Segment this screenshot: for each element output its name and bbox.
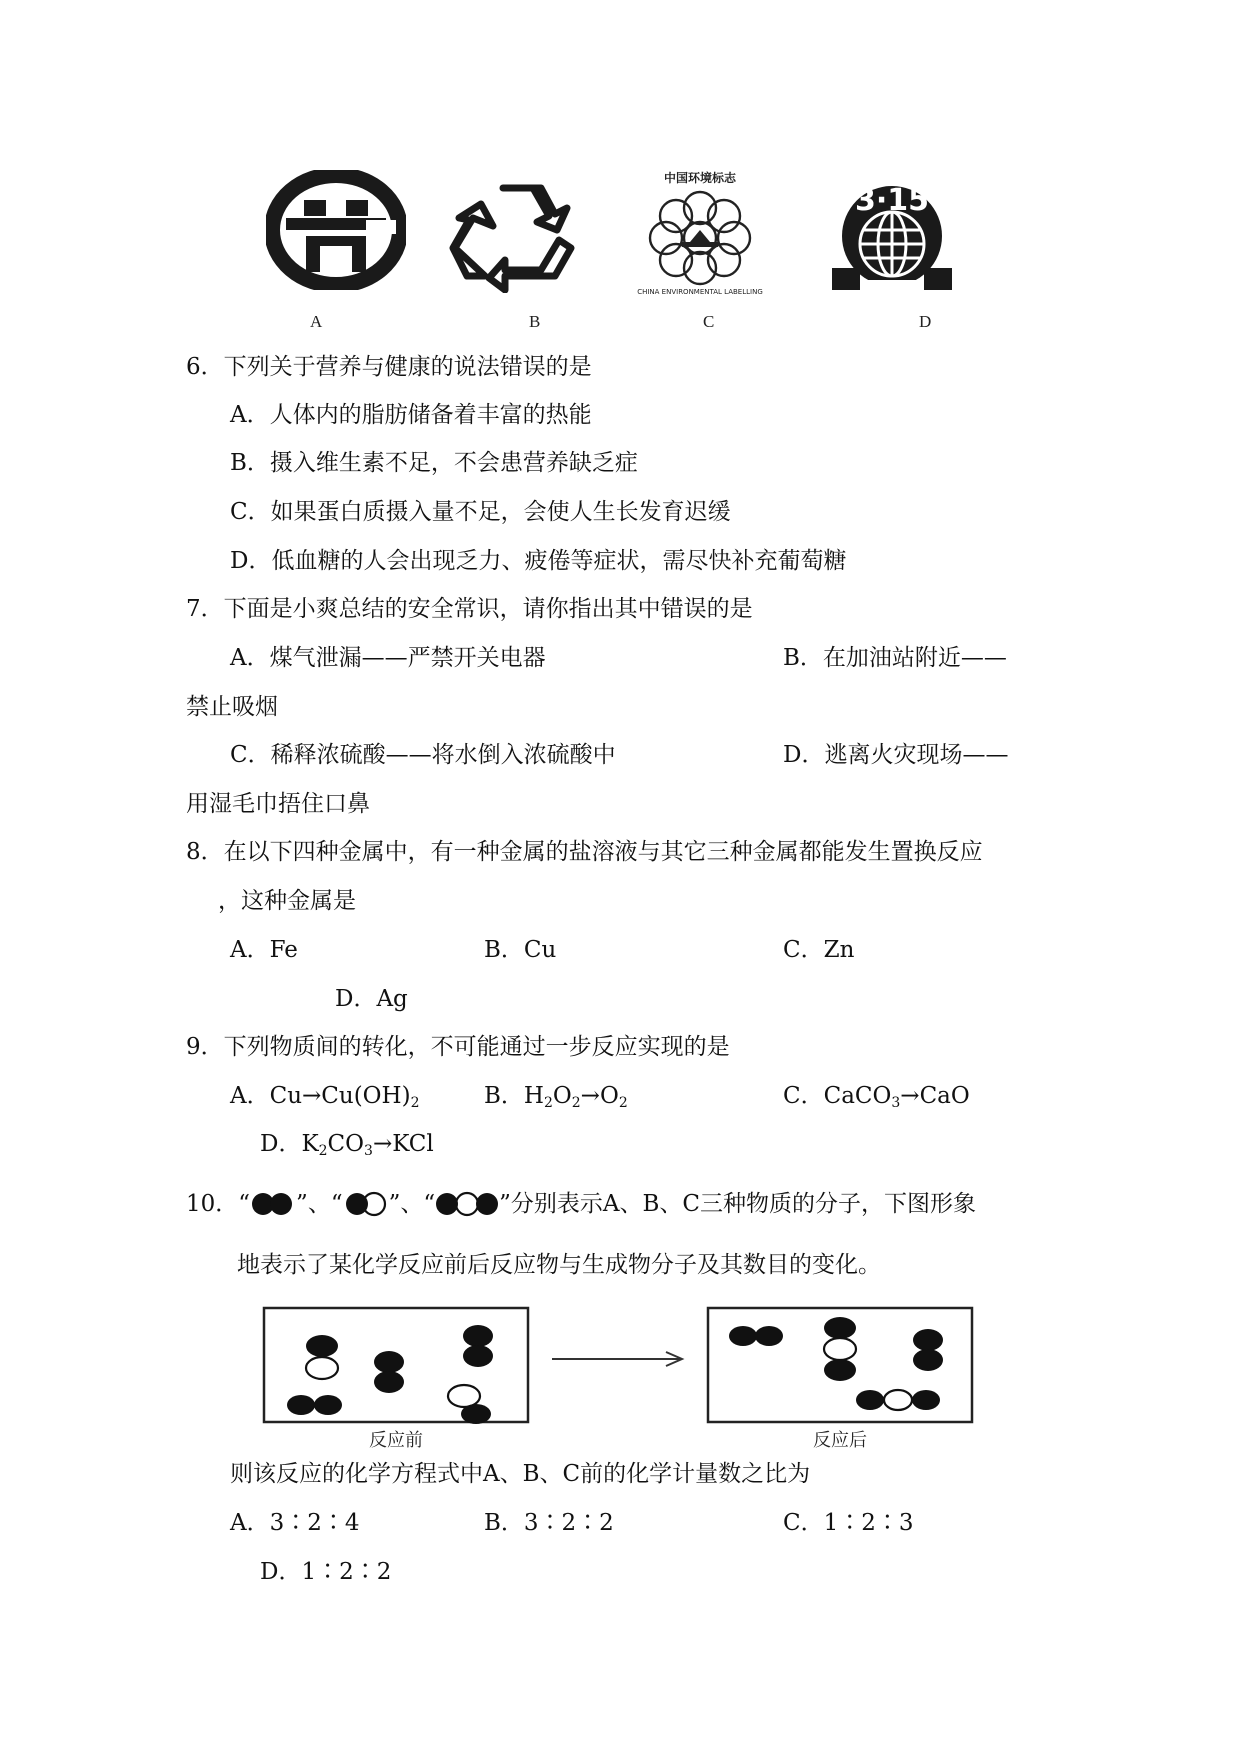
- question-8-stem-continued: ，这种金属是: [218, 888, 356, 914]
- logo-label-d: D: [919, 312, 932, 331]
- molecule-a-horizontal: [287, 1395, 342, 1415]
- consumer-rights-logo-d-icon: [812, 168, 972, 298]
- question-9-option-d: D．$K_2CO_3\to KCl$: [260, 1131, 434, 1159]
- molecule-a-vertical: [374, 1351, 404, 1393]
- molecule-b-vertical: [306, 1335, 338, 1379]
- svg-text:CHINA ENVIRONMENTAL LABELLING: CHINA ENVIRONMENTAL LABELLING: [637, 288, 763, 296]
- question-10-prompt: 则该反应的化学方程式中A、B、C前的化学计量数之比为: [230, 1461, 811, 1487]
- question-10-stem-continued: 地表示了某化学反应前后反应物与生成物分子及其数目的变化。: [237, 1252, 881, 1278]
- question-7-option-b-continued: 禁止吸烟: [186, 694, 278, 720]
- question-8-option-c: C．Zn: [783, 937, 855, 963]
- environmental-label-logo-c-icon: [620, 168, 780, 298]
- reaction-diagram: [258, 1300, 988, 1450]
- svg-text:中国环境标志: 中国环境标志: [663, 171, 737, 185]
- question-8-option-d: D．Ag: [335, 986, 408, 1012]
- question-10-stem: 10．“ ”、“ ”、“ ”分别表示A、B、C三种物质的分子，下图形象: [186, 1191, 976, 1217]
- after-reaction-label: 反应后: [813, 1430, 867, 1450]
- reaction-arrow-icon: [552, 1352, 682, 1366]
- molecule-c-icon: [435, 1191, 499, 1217]
- molecule-a-icon: [250, 1191, 296, 1217]
- question-10-option-d: D．1∶2∶2: [260, 1559, 392, 1585]
- logo-label-c: C: [703, 312, 715, 331]
- molecule-a-vertical: [913, 1329, 943, 1371]
- question-10-option-c: C．1∶2∶3: [783, 1510, 914, 1536]
- question-9-stem: 9．下列物质间的转化，不可能通过一步反应实现的是: [186, 1034, 730, 1060]
- question-7-stem: 7．下面是小爽总结的安全常识，请你指出其中错误的是: [186, 596, 753, 622]
- molecule-b-vertical: [448, 1385, 491, 1424]
- question-10-option-b: B．3∶2∶2: [484, 1510, 614, 1536]
- molecule-c-horizontal: [856, 1390, 940, 1410]
- question-7-option-a: A．煤气泄漏——严禁开关电器: [230, 645, 546, 671]
- question-6-stem: 6．下列关于营养与健康的说法错误的是: [186, 354, 592, 380]
- question-9-option-a: A．$Cu\to Cu(OH)_2$: [230, 1083, 420, 1111]
- question-6-option-b: B．摄入维生素不足，不会患营养缺乏症: [230, 450, 638, 476]
- question-6-option-d: D．低血糖的人会出现乏力、疲倦等症状，需尽快补充葡萄糖: [230, 548, 847, 574]
- question-9-option-b: B．$H_2O_2\to O_2$: [484, 1083, 628, 1111]
- question-7-option-d-continued: 用湿毛巾捂住口鼻: [186, 791, 370, 817]
- molecule-a-horizontal: [729, 1326, 783, 1346]
- question-7-option-c: C．稀释浓硫酸——将水倒入浓硫酸中: [230, 742, 616, 768]
- svg-text:3·15: 3·15: [854, 183, 930, 218]
- molecule-c-vertical: [824, 1317, 856, 1381]
- question-6-option-c: C．如果蛋白质摄入量不足，会使人生长发育迟缓: [230, 499, 731, 525]
- molecule-a-vertical: [463, 1325, 493, 1367]
- before-reaction-label: 反应前: [369, 1430, 423, 1450]
- logo-label-b: B: [529, 312, 541, 331]
- logo-label-a: A: [310, 312, 323, 331]
- question-7-option-d: D．逃离火灾现场——: [783, 742, 1009, 768]
- question-7-option-b: B．在加油站附近——: [783, 645, 1007, 671]
- recycle-logo-b-icon: [445, 178, 595, 293]
- question-9-option-c: C．CaCO$_3$→CaO: [783, 1083, 970, 1111]
- logo-a-icon: [266, 170, 406, 290]
- question-8-option-b: B．Cu: [484, 937, 557, 963]
- question-6-option-a: A．人体内的脂肪储备着丰富的热能: [230, 402, 592, 428]
- molecule-b-icon: [343, 1191, 389, 1217]
- question-8-option-a: A．Fe: [230, 937, 298, 963]
- question-8-stem: 8．在以下四种金属中，有一种金属的盐溶液与其它三种金属都能发生置换反应: [186, 839, 983, 865]
- question-10-option-a: A．3∶2∶4: [230, 1510, 360, 1536]
